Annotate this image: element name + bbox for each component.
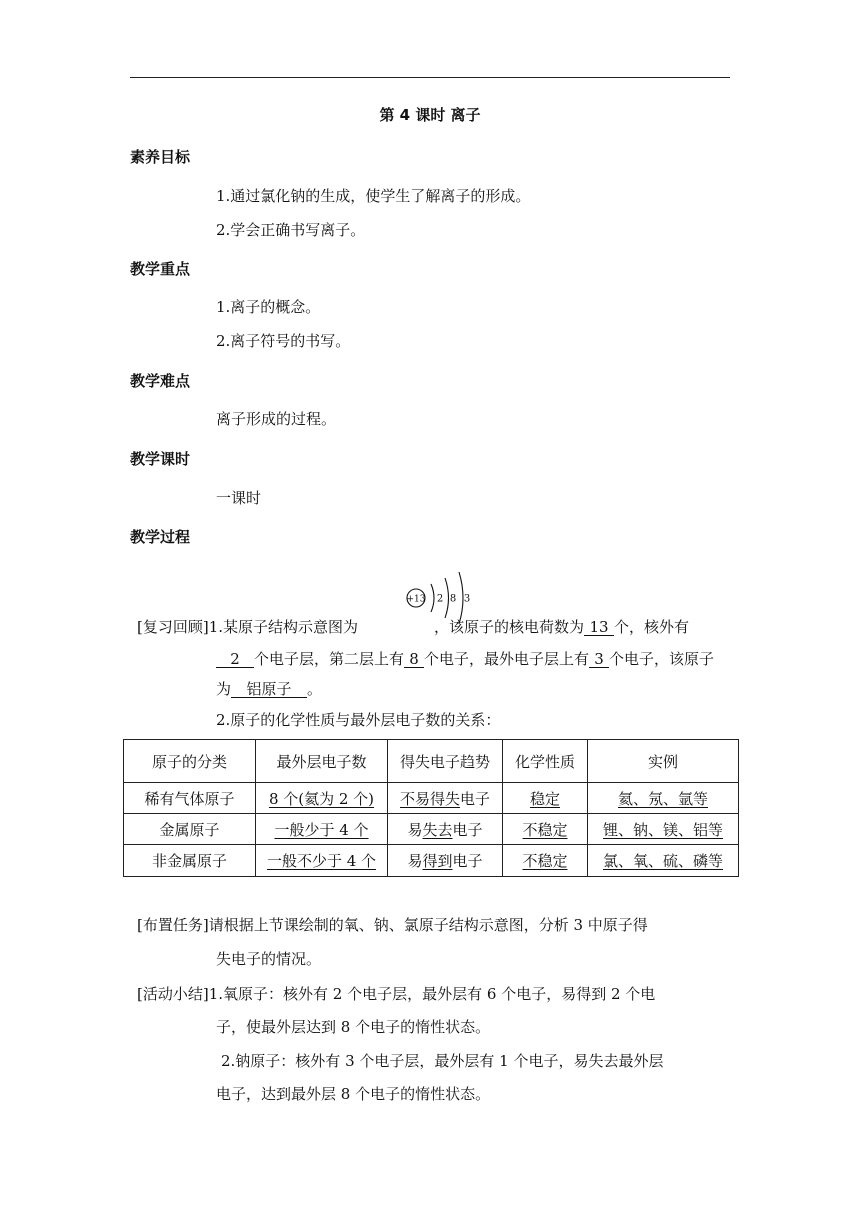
task-tag: [布置任务] (137, 916, 209, 934)
summary-line-1: [活动小结]1.氧原子：核外有 2 个电子层，最外层有 6 个电子，易得到 2 个电 (137, 985, 656, 1003)
table-header-cell: 化学性质 (503, 740, 588, 783)
nucleus-charge-label: +13 (406, 594, 426, 605)
table-cell-property: 不稳定 (503, 814, 588, 845)
header-rule (130, 77, 730, 78)
table-cell-category: 非金属原子 (124, 845, 256, 877)
lesson-title: 第 4 课时 离子 (379, 106, 481, 124)
answer-second-layer: 8 (404, 651, 424, 668)
answer-outer-layer: 3 (589, 651, 609, 668)
review-question-1-line-1: [复习回顾]1.某原子结构示意图为 ，该原子的核电荷数为 13 个，核外有 (137, 618, 690, 636)
table-cell-trend: 易失去电子 (388, 814, 503, 845)
summary-line-2: 子，使最外层达到 8 个电子的惰性状态。 (216, 1018, 491, 1036)
difficulty-item: 离子形成的过程。 (216, 410, 337, 428)
review-tag: [复习回顾] (137, 618, 209, 636)
summary-line-4: 电子，达到最外层 8 个电子的惰性状态。 (216, 1085, 491, 1103)
goal-item-2: 2.学会正确书写离子。 (216, 221, 366, 239)
table-row (124, 845, 739, 877)
table-row (124, 814, 739, 845)
table-cell-trend: 易得到电子 (388, 845, 503, 877)
table-cell-property: 不稳定 (503, 845, 588, 877)
answer-nuclear-charge: 13 (584, 619, 614, 636)
shell-2-electron-count: 8 (449, 593, 457, 605)
table-cell-examples: 锂、钠、镁、铝等 (588, 814, 739, 845)
review-question-1-line-3: 为 铝原子 。 (216, 680, 323, 698)
table-cell-examples: 氦、氖、氩等 (588, 783, 739, 814)
shell-3-electron-count: 3 (463, 593, 471, 605)
task-line-1: [布置任务]请根据上节课绘制的氧、钠、氯原子结构示意图，分析 3 中原子得 (137, 916, 648, 934)
section-heading-process: 教学过程 (130, 528, 191, 546)
answer-atom-name: 铝原子 (231, 681, 307, 698)
table-header-row (124, 740, 739, 783)
summary-line-3: 2.钠原子：核外有 3 个电子层，最外层有 1 个电子，易失去最外层 (221, 1052, 664, 1070)
section-heading-hours: 教学课时 (130, 450, 191, 468)
table-cell-category: 稀有气体原子 (124, 783, 256, 814)
table-cell-property: 稳定 (503, 783, 588, 814)
goal-item-1: 1.通过氯化钠的生成，使学生了解离子的形成。 (216, 187, 531, 205)
section-heading-difficulties: 教学难点 (130, 372, 191, 390)
key-point-item-1: 1.离子的概念。 (216, 298, 321, 316)
table-row (124, 783, 739, 814)
table-header-cell: 实例 (588, 740, 739, 783)
table-cell-trend: 不易得失电子 (388, 783, 503, 814)
task-line-2: 失电子的情况。 (216, 950, 322, 968)
atom-properties-table (123, 739, 739, 877)
table-header-cell: 得失电子趋势 (388, 740, 503, 783)
electron-shell-arc-2 (445, 578, 449, 618)
table-cell-examples: 氯、氧、硫、磷等 (588, 845, 739, 877)
table-cell-outer-electrons: 一般不少于 4 个 (256, 845, 388, 877)
table-cell-outer-electrons: 8 个(氦为 2 个) (256, 783, 388, 814)
table-header-cell: 原子的分类 (124, 740, 256, 783)
table-cell-category: 金属原子 (124, 814, 256, 845)
summary-tag: [活动小结] (137, 985, 209, 1003)
section-heading-key-points: 教学重点 (130, 260, 191, 278)
hours-item: 一课时 (216, 489, 262, 507)
key-point-item-2: 2.离子符号的书写。 (216, 332, 351, 350)
section-heading-goals: 素养目标 (130, 148, 191, 166)
review-question-1-line-2: 2 个电子层，第二层上有 8 个电子，最外电子层上有 3 个电子，该原子 (216, 648, 714, 669)
table-cell-outer-electrons: 一般少于 4 个 (256, 814, 388, 845)
shell-1-electron-count: 2 (436, 593, 444, 605)
answer-electron-layers: 2 (216, 651, 254, 668)
table-header-cell: 最外层电子数 (256, 740, 388, 783)
electron-shell-arc-1 (431, 584, 434, 612)
review-question-2: 2.原子的化学性质与最外层电子数的关系： (216, 711, 501, 729)
